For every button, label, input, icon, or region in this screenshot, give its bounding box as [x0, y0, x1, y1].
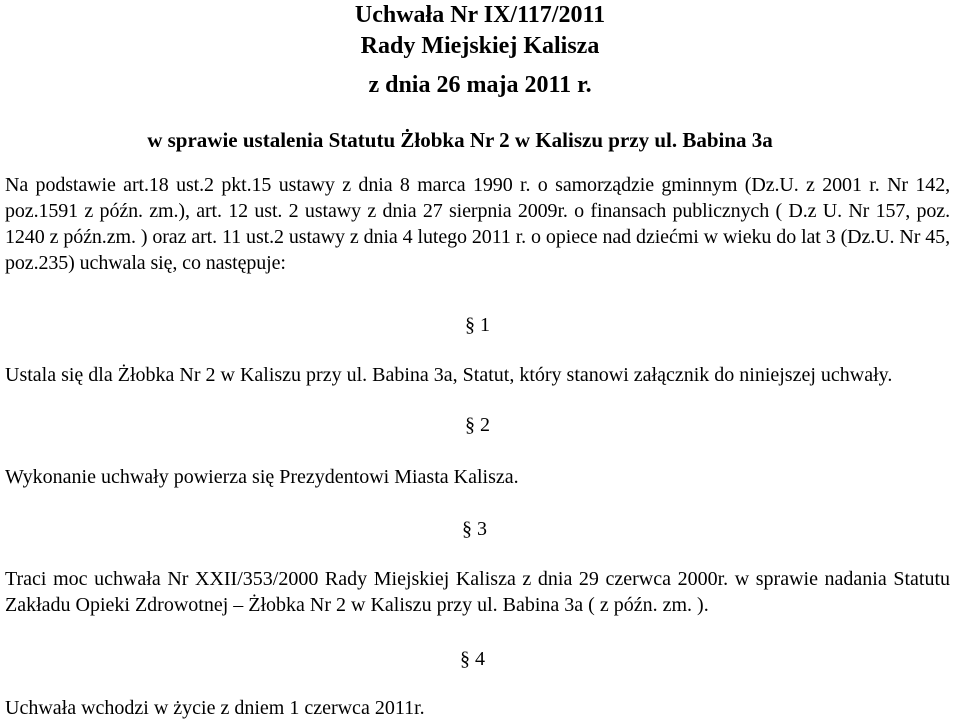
resolution-subject: w sprawie ustalenia Statutu Żłobka Nr 2 w Kaliszu przy ul. Babina 3a	[147, 128, 773, 152]
section-text-1: Ustala się dla Żłobka Nr 2 w Kaliszu przy ul. Babina 3a, Statut, który stanowi załącznik do niniejszej uchwały.	[5, 364, 893, 386]
resolution-date: z dnia 26 maja 2011 r.	[368, 72, 592, 98]
section-mark-1: § 1	[465, 314, 490, 336]
resolution-issuer: Rady Miejskiej Kalisza	[360, 33, 600, 59]
legal-basis-paragraph: Na podstawie art.18 ust.2 pkt.15 ustawy z dnia 8 marca 1990 r. o samorządzie gminnym (Dz.U. z 2001 r. Nr 142, poz.1591 z późn. zm.), art. 12 ust. 2 ustawy z dnia 27 sierpnia 2009r. o finansach publicznych ( D.z U. Nr 157, poz. 1240 z późn.zm. ) oraz art. 11 ust.2 ustawy z dnia 4 lutego 2011 r. o opiece nad dziećmi w wieku do lat 3 (Dz.U. Nr 45, poz.235) uchwala się, co następuje:	[5, 174, 950, 274]
section-mark-2: § 2	[465, 414, 490, 436]
section-text-4: Uchwała wchodzi w życie z dniem 1 czerwca 2011r.	[5, 697, 425, 719]
section-mark-3: § 3	[462, 518, 487, 540]
section-text-2: Wykonanie uchwały powierza się Prezydentowi Miasta Kalisza.	[5, 466, 519, 488]
resolution-title: Uchwała Nr IX/117/2011	[354, 2, 606, 28]
section-mark-4: § 4	[460, 648, 485, 670]
section-text-3: Traci moc uchwała Nr XXII/353/2000 Rady Miejskiej Kalisza z dnia 29 czerwca 2000r. w sprawie nadania Statutu Zakładu Opieki Zdrowotnej – Żłobka Nr 2 w Kaliszu przy ul. Babina 3a ( z późn. zm. ).	[5, 568, 950, 616]
